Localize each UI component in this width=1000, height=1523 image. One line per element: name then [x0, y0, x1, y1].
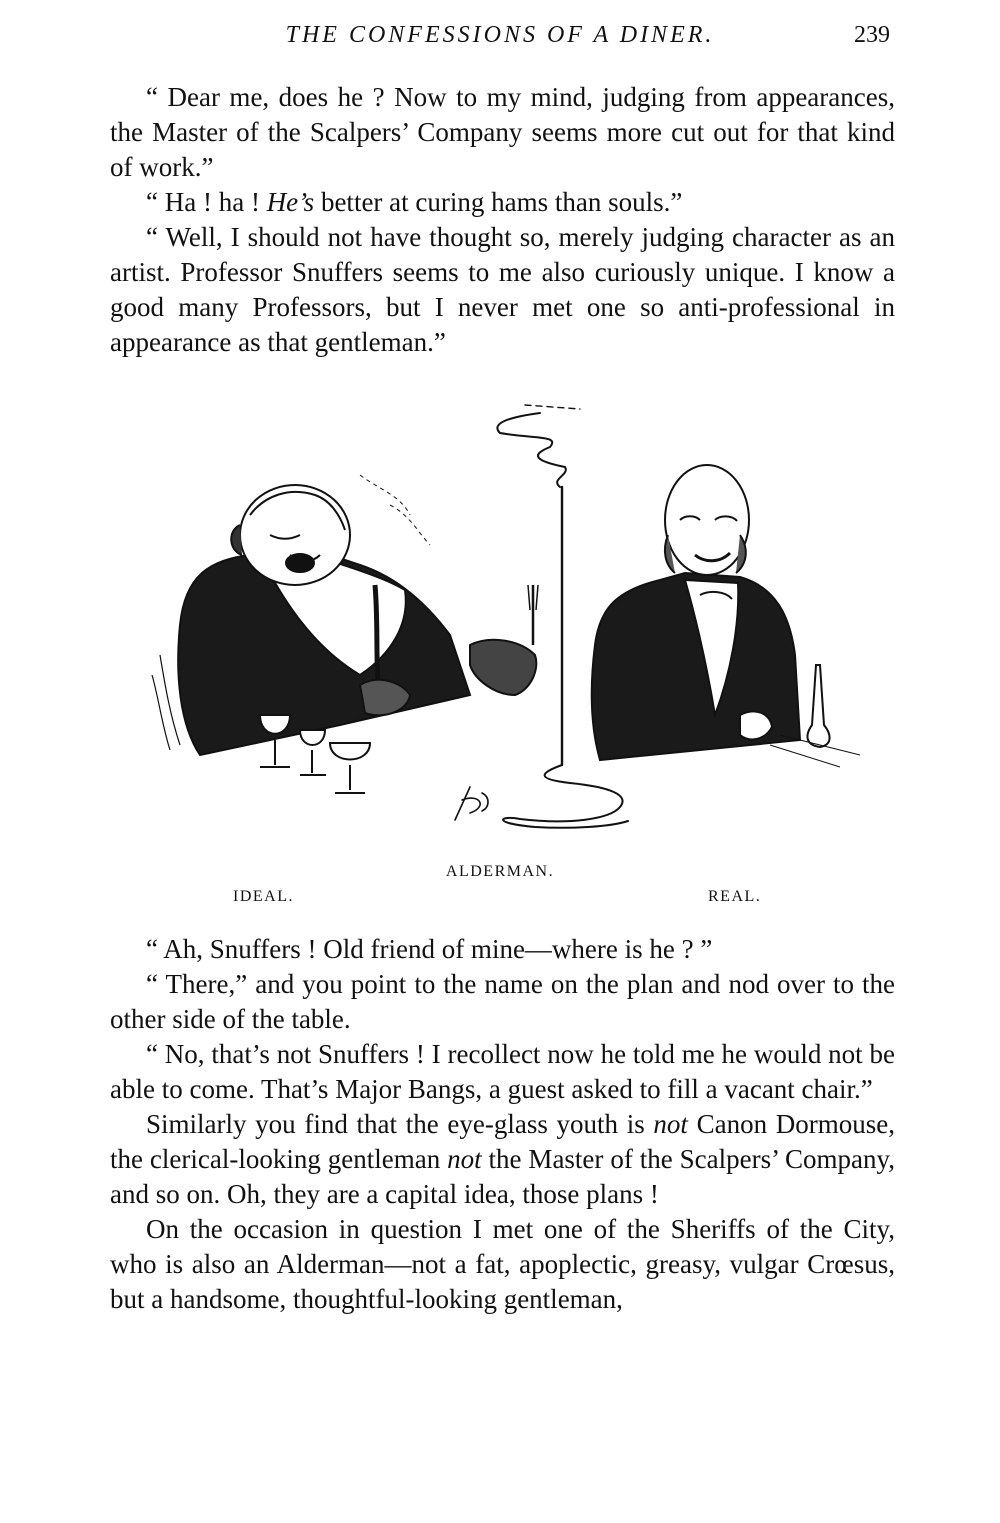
similarly-part3: the Master of the Scalpers’ Company, and so on. Oh, they are a capital idea, those plans !	[110, 1144, 895, 1209]
paragraph-well: “ Well, I should not have thought so, merely judging character as an artist. Professor Snuffers seems to me also curiously unique. I know a good many Professors, but I never met one so anti-professional in appearance as that gentleman.”	[110, 222, 895, 357]
text-block-top	[110, 80, 895, 360]
paragraph-similarly	[110, 1107, 895, 1212]
similarly-part2: Canon Dormouse, the clerical-looking gentleman	[110, 1109, 895, 1174]
caption-real: REAL.	[708, 888, 762, 905]
real-alderman-figure	[592, 465, 860, 767]
running-title: THE CONFESSIONS OF A DINER.	[285, 22, 715, 48]
caption-ideal: IDEAL.	[233, 888, 294, 905]
similarly-part1: Similarly you find that the eye-glass youth is	[146, 1109, 654, 1139]
ha-before: “ Ha ! ha !	[146, 187, 267, 217]
paragraph-dear-me: “ Dear me, does he ? Now to my mind, judging from appearances, the Master of the Scalpers’ Company seems more cut out for that kind of work.”	[110, 82, 895, 182]
page-number: 239	[854, 22, 890, 48]
ha-after: better at curing hams than souls.”	[314, 187, 683, 217]
paragraph-ha-ha	[110, 185, 895, 220]
running-head	[110, 22, 890, 54]
ideal-alderman-figure	[152, 475, 538, 793]
text-block-bottom	[110, 932, 895, 1317]
similarly-italic2: not	[447, 1144, 482, 1174]
paragraph-occasion: On the occasion in question I met one of the Sheriffs of the City, who is also an Alderman—not a fat, apoplectic, greasy, vulgar Crœsus, but a handsome, thoughtful-looking gentleman,	[110, 1214, 895, 1314]
smoke-swirl-top	[497, 413, 565, 487]
paragraph-no-snuffers: “ No, that’s not Snuffers ! I recollect now he told me he would not be able to come. That’s Major Bangs, a guest asked to fill a vacant chair.”	[110, 1039, 895, 1104]
smoke-dash	[525, 405, 580, 409]
ha-italic: He’s	[266, 187, 315, 217]
paragraph-ah-snuffers: “ Ah, Snuffers ! Old friend of mine—where is he ? ”	[146, 934, 713, 964]
alderman-illustration	[140, 395, 880, 855]
similarly-italic1: not	[653, 1109, 688, 1139]
caption-alderman: ALDERMAN.	[445, 863, 555, 880]
smoke-swirl-bottom	[503, 765, 628, 828]
artist-monogram	[455, 787, 488, 820]
paragraph-there: “ There,” and you point to the name on the plan and nod over to the other side of the table.	[110, 969, 895, 1034]
